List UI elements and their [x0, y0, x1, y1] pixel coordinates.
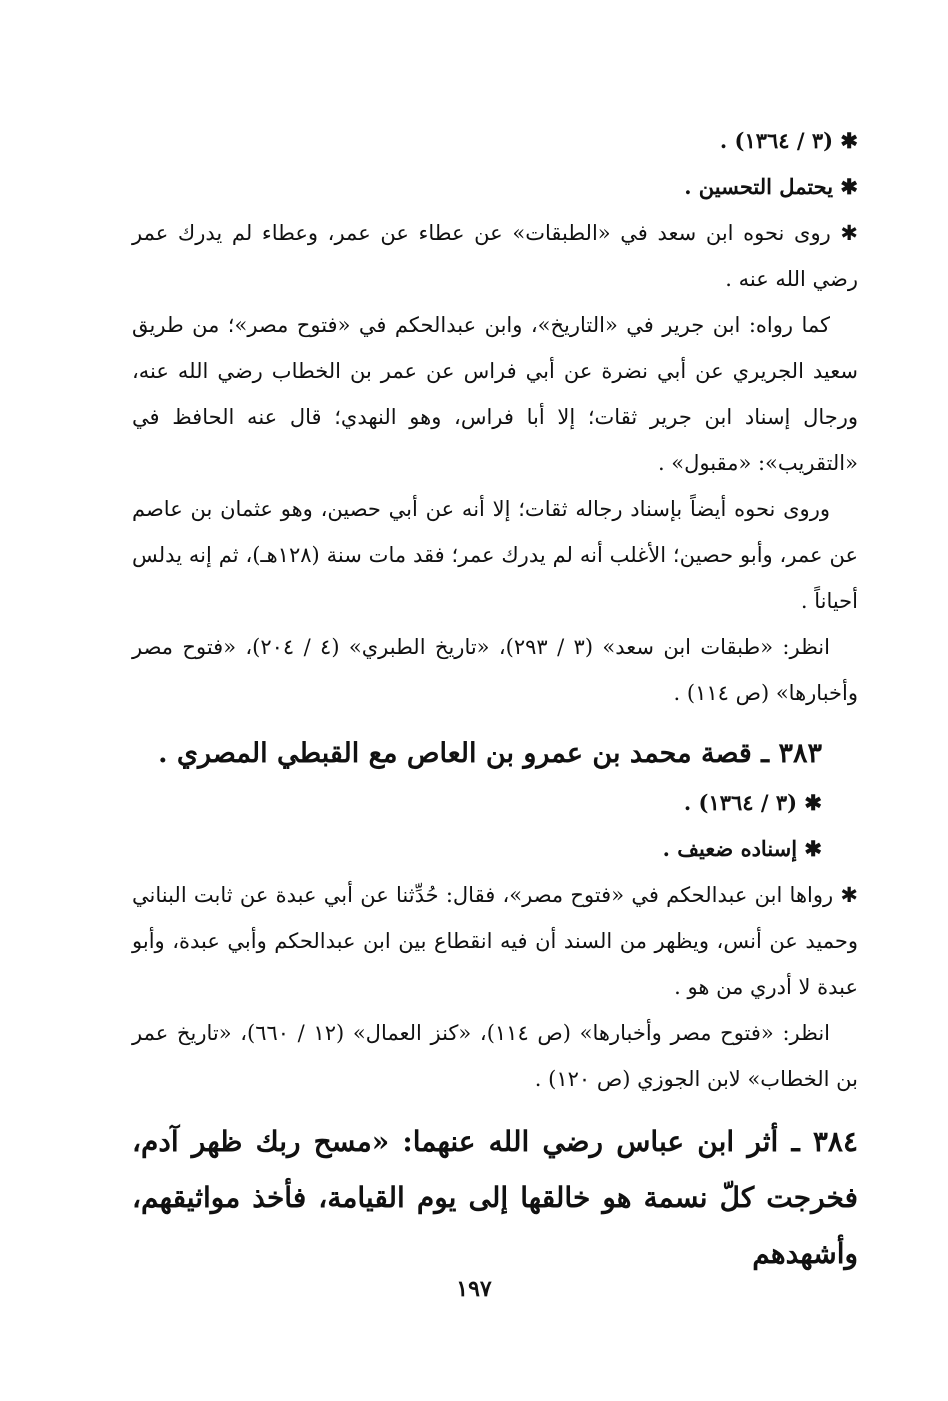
paragraph: ✱ روى نحوه ابن سعد في «الطبقات» عن عطاء عن عمر، وعطاء لم يدرك عمر رضي الله عنه .	[132, 221, 858, 291]
section-gap	[132, 716, 858, 728]
paragraph: ✱ رواها ابن عبدالحكم في «فتوح مصر»، فقال: حُدِّثنا عن أبي عبدة عن ثابت البناني وحميد عن أنس، ويظهر من السند أن فيه انقطاع بين ابن عبدالحكم وأبي عبدة، وأبو عبدة لا أدري من هو .	[132, 883, 858, 999]
grading-line: ✱ يحتمل التحسين .	[684, 174, 858, 199]
paragraph: كما رواه: ابن جرير في «التاريخ»، وابن عبدالحكم في «فتوح مصر»؛ من طريق سعيد الجريري عن أبي نضرة عن أبي فراس عن عمر بن الخطاب رضي الله عنه، ورجال إسناد ابن جرير ثقات؛ إلا أبا فراس، وهو النهدي؛ قال عنه الحافظ في «التقريب»: «مقبول» .	[132, 313, 858, 475]
references-paragraph: انظر: «طبقات ابن سعد» (٣ / ٢٩٣)، «تاريخ الطبري» (٤ / ٢٠٤)، «فتوح مصر وأخبارها» (ص ١١٤) .	[132, 635, 858, 705]
section-heading-384: ٣٨٤ ـ أثر ابن عباس رضي الله عنهما: «مسح ربك ظهر آدم، فخرجت كلّ نسمة هو خالقها إلى يوم القيامة، فأخذ مواثيقهم، وأشهدهم	[132, 1125, 858, 1270]
reference-line: ✱ (٣ / ١٣٦٤) .	[683, 790, 822, 815]
page-number: ١٩٧	[456, 1276, 492, 1302]
section-heading-383: ٣٨٣ ـ قصة محمد بن عمرو بن العاص مع القبطي المصري .	[158, 738, 822, 769]
references-paragraph: انظر: «فتوح مصر وأخبارها» (ص ١١٤)، «كنز العمال» (١٢ / ٦٦٠)، «تاريخ عمر بن الخطاب» لابن الجوزي (ص ١٢٠) .	[132, 1021, 858, 1091]
grading-line: ✱ إسناده ضعيف .	[662, 836, 822, 861]
page-body	[132, 118, 858, 1282]
section-gap	[132, 1102, 858, 1114]
reference-line: ✱ (٣ / ١٣٦٤) .	[719, 128, 858, 153]
paragraph: وروى نحوه أيضاً بإسناد رجاله ثقات؛ إلا أنه عن أبي حصين، وهو عثمان بن عاصم عن عمر، وأبو حصين؛ الأغلب أنه لم يدرك عمر؛ فقد مات سنة (١٢٨هـ)، ثم إنه يدلس أحياناً .	[132, 497, 858, 613]
